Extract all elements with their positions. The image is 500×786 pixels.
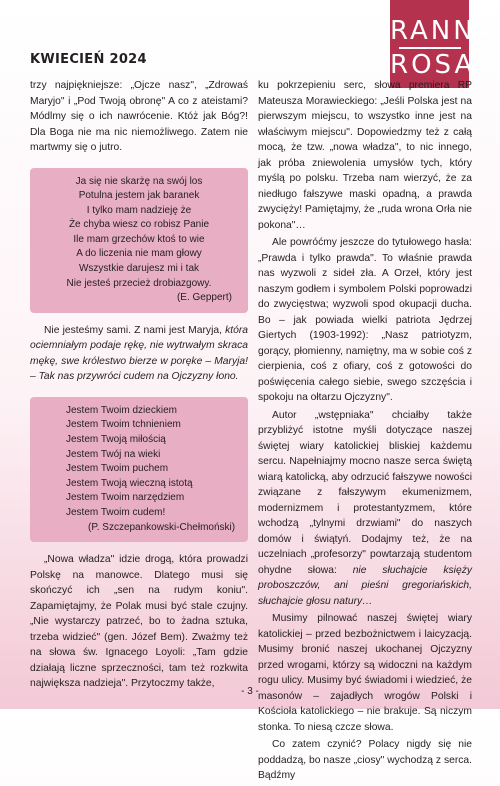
poem-line: A do liczenia nie mam głowy — [76, 248, 202, 260]
poem-line: Że chyba wiesz co robisz Panie — [68, 219, 210, 231]
paragraph-italic: która ociemniałym podaje rękę, nie wytrwałym skraca mękę, swe królestwo bierze w poręke – Maryja! – Tak nas przywróci cudem na Ojczyzny łono. — [30, 324, 248, 383]
poem-box-szczepankowski — [30, 397, 248, 542]
poem-line: Potulna jestem jak baranek — [78, 190, 200, 202]
right-column — [258, 78, 472, 786]
poem-line: Nie jesteś przecież drobiazgowy. — [66, 277, 212, 289]
poem-line: Jestem Twoim cudem! — [66, 507, 166, 518]
poem-line: Jestem Twoim dzieckiem — [66, 404, 177, 416]
poem-line: Jestem Twoim narzędziem — [66, 492, 185, 504]
logo-divider — [399, 47, 461, 49]
logo-line-1: RANNA — [390, 16, 497, 46]
paragraph: Ale powróćmy jeszcze do tytułowego hasła: „Prawda i tylko prawda". To właśnie prawda nas wyzwoli z sideł zła. A Orzeł, który jest naszym godłem i symbolem Polski poprowadzi do zwycięstwa; wyzwoli spod okupacji ducha. Bo – jak powiada wielki patriota Jędrzej Giertych (1903-1992): „Nasz patriotyzm, gorący, płomienny, namiętny, ma w sobie coś z cierpienia, coś z ofiary, coś z gotowości do poświęcenia całego siebie, swego szczęścia i spokoju na ołtarzu Ojczyzny". — [258, 237, 472, 403]
paragraph-italic: nie słuchajcie księży proboszczów, ani pieśni gregoriańskich, słuchajcie głosu natury… — [258, 564, 472, 607]
poem-line: Ja się nie skarżę na swój los — [75, 175, 203, 187]
paragraph: Co zatem czynić? Polacy nigdy się nie poddadzą, bo nasze „ciosy" wychodzą z serca. Bądźmy — [258, 739, 472, 781]
left-column — [30, 78, 248, 694]
poem-line: Jestem Twój na wieki — [66, 448, 161, 460]
paragraph: „Nowa władza" idzie drogą, która prowadzi Polskę na manowce. Dlatego musi się skończyć ich „sen na rudym koniu". Zapamiętajmy, że Polak musi być stale czujny. „Nie wystarczy patrzeć, bo to żadna sztuka, trzeba widzieć" (gen. Józef Bem). Zważmy też na słowa św. Ignacego Loyoli: „Tam gdzie działają liczne sprzeczności, tam też rozkwita największa nadzieja". Przytoczmy także, — [30, 554, 248, 690]
paragraph: Musimy pilnować naszej świętej wiary katolickiej – przed bezbożnictwem i laicyzacją. Musimy bronić naszej ukochanej Ojczyzny przed wrogami, którzy są widoczni na każdym rogu ulicy. Musimy być świadomi i wiedzieć, że masonów – zajadłych wrogów Polski i Kościoła katolickiego – nie brakuje. Są niczym stonka. To niesą czcze słowa. — [258, 613, 472, 733]
poem-line: Jestem Twoim puchem — [66, 463, 169, 475]
paragraph — [258, 408, 472, 610]
poem-line: Wszystkie darujesz mi i tak — [78, 263, 200, 275]
paragraph: trzy najpiękniejsze: „Ojcze nasz", „Zdrowaś Maryjo" i „Pod Twoją obronę" A co z ateistami? Módlmy się o ich nawrócenie. Któż jak Bóg?! Dla Boga nie ma nic niemożliwego. Zatem nie martwmy się o jutro. — [30, 80, 248, 153]
page-number: - 3 - — [241, 686, 259, 697]
paragraph-text: Nie jesteśmy sami. Z nami jest Maryja, — [44, 324, 226, 336]
poem-line: Ile mam grzechów ktoś to wie — [73, 233, 205, 245]
poem-author: (E. Geppert) — [176, 292, 232, 304]
poem-box-geppert — [30, 168, 248, 313]
poem-line: Jestem Twoją wieczną istotą — [66, 477, 193, 489]
paragraph: ku pokrzepieniu serc, słowa premiera RP Mateusza Morawieckiego: „Jeśli Polska jest na pierwszym miejscu, to wszystko inne jest na właściwym miejscu". Dopowiedzmy też z całą mocą, że tzw. „nowa władza", to nic innego, jak próba zniewolenia umysłów tych, który myślą po polsku. Trzeba nam wierzyć, że za niedługo fałszywe maski opadną, a prawda zwycięży! Pamiętajmy, że „ruda wrona Orła nie pokona"… — [258, 80, 472, 231]
magazine-logo — [390, 0, 497, 88]
poem-line: Jestem Twoją miłością — [66, 434, 166, 446]
poem-author: (P. Szczepankowski-Chełmoński) — [88, 521, 236, 533]
issue-date: KWIECIEŃ 2024 — [30, 52, 147, 67]
paragraph-text: Autor „wstępniaka" chciałby także przybliżyć istotne myśli dotyczące naszej świętej wiary katolickiej bliskiej każdemu sercu. Napełniajmy mocno nasze serca świętą wiarą katolicką, aby odrzucić fałszywe nowości związane z fałszywym ekumenizmem, modernizmem i protestantyzmem, które wchodzą „tylnymi drzwiami" do naszych domów i świątyń. Dodajmy też, że na uczelniach „profesorzy" powtarzają studentom ohydne słowa: — [258, 409, 472, 576]
poem-line: I tylko mam nadzieję że — [86, 204, 192, 216]
poem-line: Jestem Twoim tchnieniem — [66, 419, 181, 431]
logo-line-2: ROSA — [390, 50, 476, 80]
paragraph — [30, 323, 248, 385]
